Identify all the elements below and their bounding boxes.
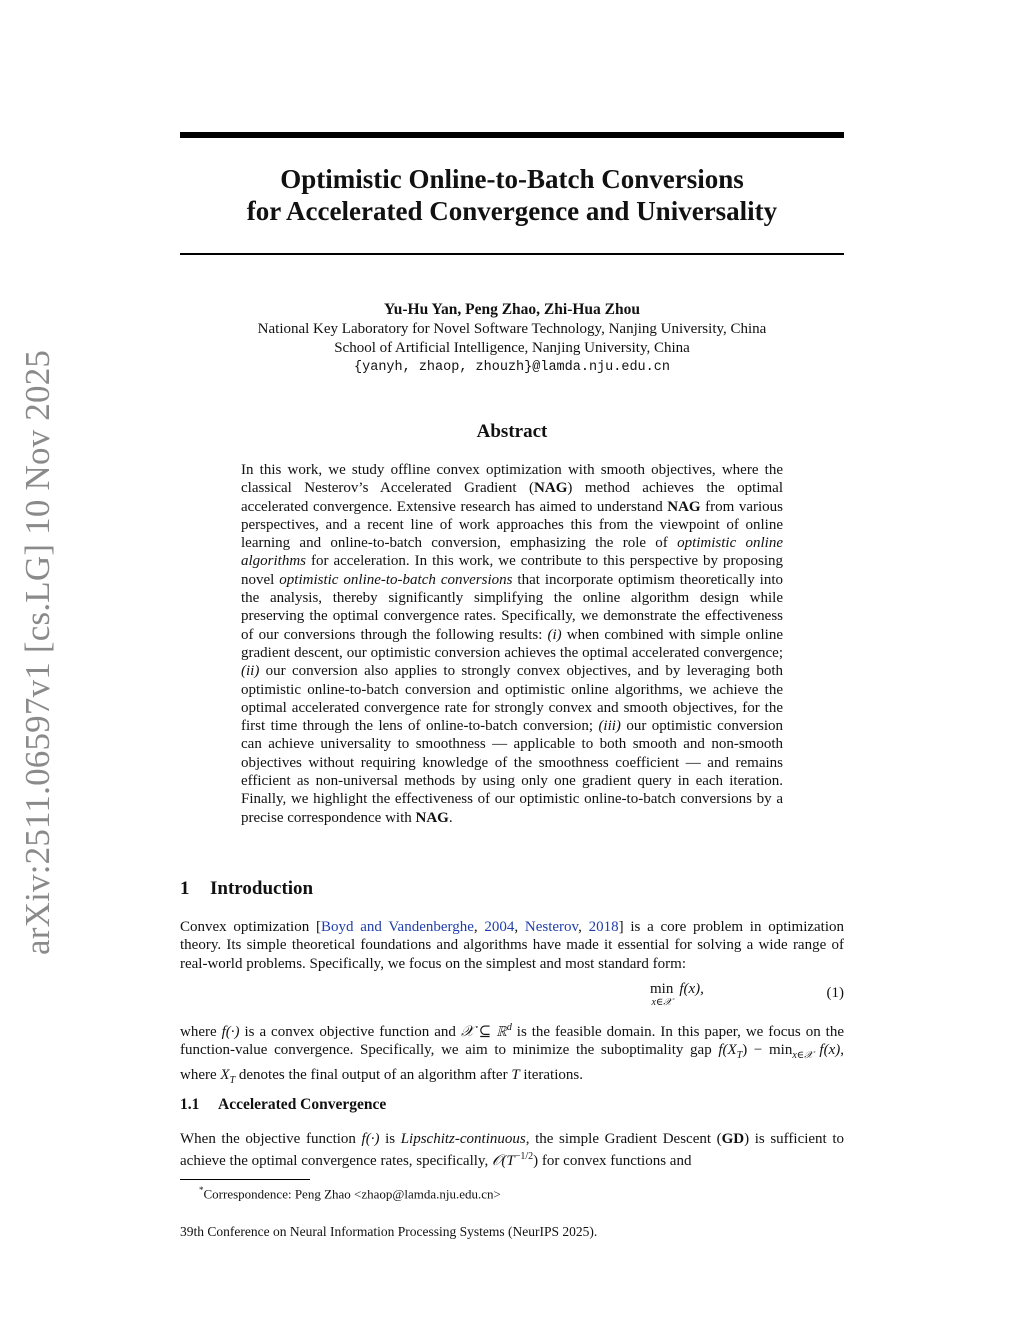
citation-link[interactable]: 2004 (484, 919, 515, 935)
subsection-paragraph-1: When the objective function f(·) is Lipschitz-continuous, the simple Gradient Descent (GD) is sufficient to achieve the optimal convergence rates, specifically, $𝒪(T^{-1/2})$ for convex functions and (180, 1131, 844, 1170)
abstract-body: In this work, we study offline convex optimization with smooth objectives, where the classical Nesterov’s Accelerated Gradient (NAG) method achieves the optimal accelerated convergence. Extensive research has aimed to understand NAG from various perspectives, and a recent line of work approaches this from the viewpoint of online learning and online-to-batch conversion, emphasizing the role of optimistic online algorithms for acceleration. In this work, we contribute to this perspective by proposing novel optimistic online-to-batch conversions that incorporate optimism theoretically into the analysis, thereby significantly simplifying the online algorithm design while preserving the optimal convergence rates. Specifically, we demonstrate the effectiveness of our conversions through the following results: (i) when combined with simple online gradient descent, our optimistic conversion achieves the optimal accelerated convergence; (ii) our conversion also applies to strongly convex objectives, and by leveraging both optimistic online-to-batch conversion and optimistic online algorithms, we achieve the optimal accelerated convergence rate for strongly convex and smooth objectives, for the first time through the lens of online-to-batch conversion; (iii) our optimistic conversion can achieve universality to smoothness — applicable to both smooth and non-smooth objectives without requiring knowledge of the smoothness coefficient — and remains efficient as non-universal methods by using only one gradient query in each iteration. Finally, we highlight the effectiveness of our optimistic online-to-batch conversions by a precise correspondence with NAG. (241, 462, 784, 826)
abstract-heading: Abstract (476, 421, 548, 442)
equation-objective: f(x), (679, 981, 704, 997)
title-line-2: for Accelerated Convergence and Universality (246, 196, 778, 226)
citation-link[interactable]: 2018 (588, 919, 619, 935)
intro-paragraph-1: Convex optimization [Boyd and Vandenberghe, 2004, Nesterov, 2018] is a core problem in optimization theory. Its simple theoretical foundations and algorithms have made it essential for solving a wide range of real-world problems. Specifically, we focus on the simplest and most standard form: (180, 919, 845, 972)
intro-paragraph-2: where f(·) is a convex objective function and 𝒳 ⊆ ℝ$^d$ is the feasible domain. In this paper, we focus on the function-value convergence. Specifically, we aim to minimize the suboptimality gap $f(X_T) - \min_{x\in 𝒳} f(x)$, where $X_T$ denotes the final output of an algorithm after T iterations. (180, 1022, 844, 1086)
equation-body (650, 982, 704, 1010)
title-line-1: Optimistic Online-to-Batch Conversions (280, 164, 744, 194)
subsection-heading-accelerated-convergence (180, 1096, 386, 1114)
equation-min-operator: min x∈𝒳 (650, 981, 674, 1008)
citation-link[interactable]: Boyd and Vandenberghe (320, 919, 474, 935)
footnote-correspondence: *Correspondence: Peng Zhao <zhaop@lamda.nju.edu.cn> (199, 1185, 501, 1202)
title-top-rule (180, 132, 844, 138)
footnote-rule (180, 1179, 310, 1180)
section-number: 1 (180, 878, 190, 899)
subsection-title: Accelerated Convergence (218, 1096, 387, 1113)
equation-number: (1) (826, 985, 844, 1001)
equation-1 (180, 982, 844, 1012)
section-title: Introduction (210, 878, 314, 899)
title-bottom-rule (180, 253, 844, 255)
citation-link[interactable]: Nesterov (524, 919, 579, 935)
venue-note: 39th Conference on Neural Information Processing Systems (NeurIPS 2025). (180, 1224, 598, 1239)
subsection-number: 1.1 (180, 1096, 200, 1113)
author-block (180, 300, 844, 377)
affiliation-2: School of Artificial Intelligence, Nanjing University, China (334, 340, 690, 356)
author-emails: {yanyh, zhaop, zhouzh}@lamda.nju.edu.cn (354, 360, 670, 375)
author-names: Yu-Hu Yan, Peng Zhao, Zhi-Hua Zhou (384, 301, 640, 318)
affiliation-1: National Key Laboratory for Novel Software Technology, Nanjing University, China (257, 321, 767, 337)
paper-title (180, 163, 844, 227)
section-heading-introduction (180, 878, 313, 900)
arxiv-identifier-stamp: arXiv:2511.06597v1 [cs.LG] 10 Nov 2025 (18, 349, 57, 955)
